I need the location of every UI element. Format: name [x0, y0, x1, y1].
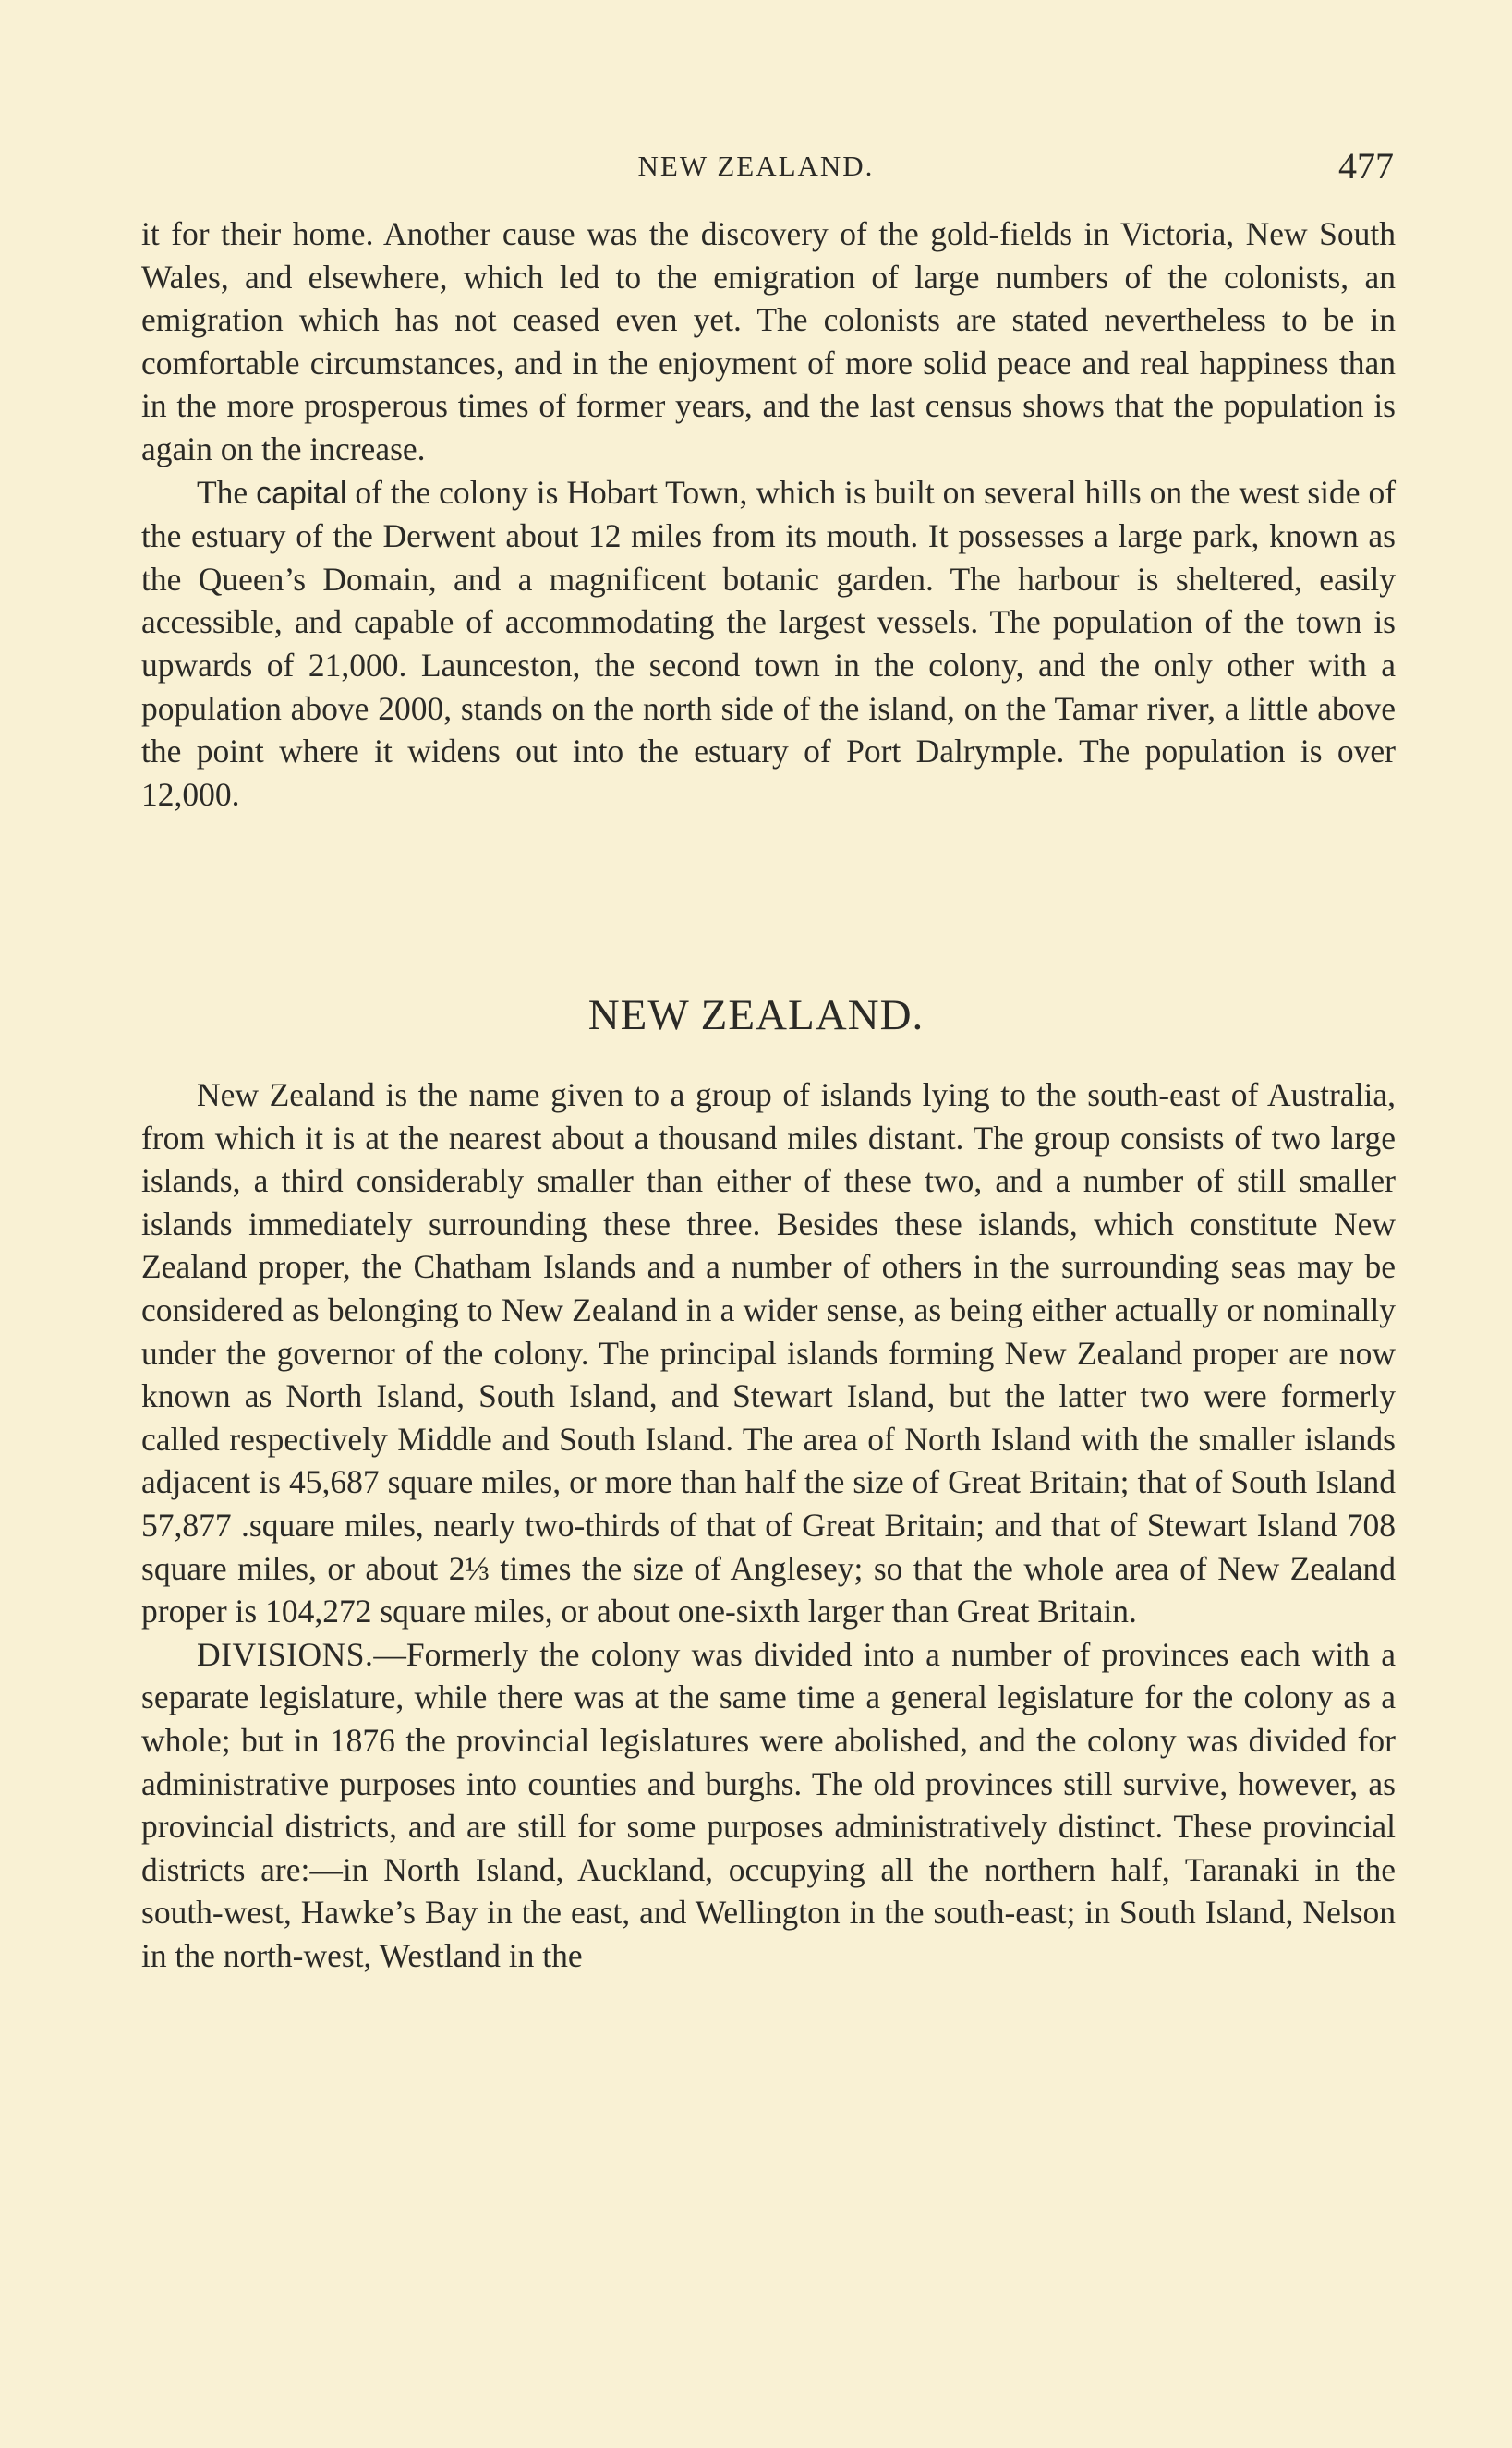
paragraph-divisions-text: —Formerly the colony was divided into a number of provinces each with a separate legislature, while there was at the same time a general legislature for the colony as a whole; but in 1876 the provincial legislatures were abolished, and the colony was divided for administrative purposes into counties and burghs. The old provinces still survive, however, as provincial districts, and are still for some purposes administratively distinct. These provincial districts are:—in North Island, Auckland, occupying all the northern half, Taranaki in the south-west, Hawke’s Bay in the east, and Wellington in the south-east; in South Island, Nelson in the north-west, Westland in the: [141, 1635, 1396, 1974]
paragraph-lead-word: The: [197, 473, 248, 511]
paragraph-divisions: [141, 1633, 1396, 1978]
paragraph-continued: it for their home. Another cause was the discovery of the gold-fields in Victoria, New South Wales, and elsewhere, which led to the emigration of large numbers of the colonists, an emigration which has not ceased even yet. The colonists are stated nevertheless to be in comfortable circumstances, and in the enjoyment of more solid peace and real happiness than in the more prosperous times of former years, and the last census shows that the population is again on the increase.: [141, 215, 1396, 467]
paragraph-capital: [141, 471, 1396, 817]
paragraph-intro: New Zealand is the name given to a group of islands lying to the south-east of Australia, from which it is at the nearest about a thousand miles distant. The group consists of two large islands, a third considerably smaller than either of these two, and a number of still smaller islands immediately surrounding these three. Besides these islands, which constitute New Zealand proper, the Chatham Islands and a number of others in the surrounding seas may be considered as belonging to New Zealand in a wider sense, as being either actually or nominally under the governor of the colony. The principal islands forming New Zealand proper are now known as North Island, South Island, and Stewart Island, but the latter two were formerly called respectively Middle and South Island. The area of North Island with the smaller islands adjacent is 45,687 square miles, or more than half the size of Great Britain; that of South Island 57,877 .square miles, nearly two-thirds of that of Great Britain; and that of Stewart Island 708 square miles, or about 2⅓ times the size of Anglesey; so that the whole area of New Zealand proper is 104,272 square miles, or about one-sixth larger than Great Britain.: [141, 1076, 1396, 1630]
new-zealand-section: [141, 1073, 1396, 1977]
paragraph-capital-text: of the colony is Hobart Town, which is built on several hills on the west side of the estuary of the Derwent about 12 miles from its mouth. It possesses a large park, known as the Queen’s Domain, and a magnificent botanic garden. The harbour is sheltered, easily accessible, and capable of accommodating the largest vessels. The population of the town is upwards of 21,000. Launceston, the second town in the colony, and the only other with a population above 2000, stands on the north side of the island, on the Tamar river, a little above the point where it widens out into the estuary of Port Dalrymple. The population is over 12,000.: [141, 473, 1397, 813]
divisions-heading: DIVISIONS.: [197, 1635, 374, 1673]
capital-keyword: capital: [256, 475, 347, 511]
page-number: 477: [1338, 145, 1394, 187]
section-heading: NEW ZEALAND.: [587, 991, 925, 1039]
tasmania-continuation: [141, 212, 1396, 816]
running-title: NEW ZEALAND.: [637, 150, 875, 182]
running-head: [0, 146, 1512, 192]
